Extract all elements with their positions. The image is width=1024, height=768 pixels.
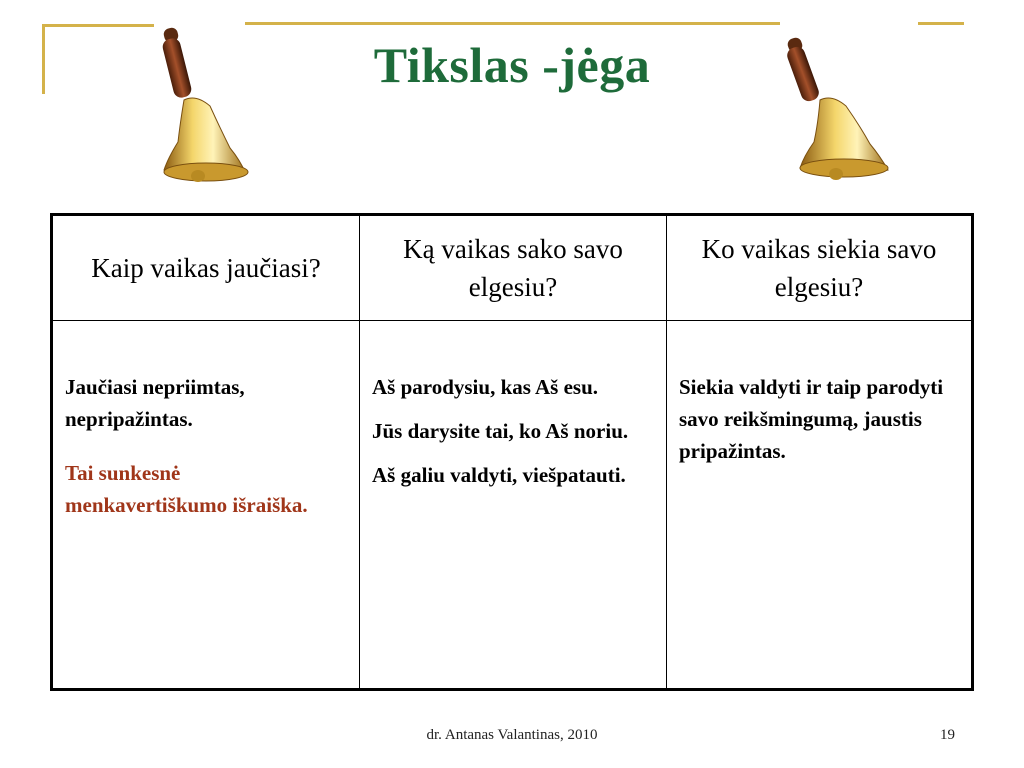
frame-line-top-middle [245, 22, 780, 25]
says-text-3: Aš galiu valdyti, viešpatauti. [372, 463, 626, 487]
table-header-says: Ką vaikas sako savo elgesiu? [360, 216, 667, 321]
frame-line-top-left [42, 24, 154, 27]
footer-author: dr. Antanas Valantinas, 2010 [426, 727, 598, 743]
frame-line-top-right [918, 22, 964, 25]
feeling-text: Jaučiasi nepriimtas, nepripažintas. [65, 375, 245, 431]
table-header-seeks: Ko vaikas siekia savo elgesiu? [667, 216, 971, 321]
slide-title: Tikslas -jėga [373, 37, 651, 93]
table-header-feeling: Kaip vaikas jaučiasi? [53, 216, 360, 321]
table-cell-feeling [53, 321, 360, 688]
table-cell-seeks [667, 321, 971, 688]
seeks-text: Siekia valdyti ir taip parodyti savo reikšmingumą, jaustis pripažintas. [679, 375, 944, 463]
table-cell-says [360, 321, 667, 688]
content-table [50, 213, 974, 691]
says-text-1: Aš parodysiu, kas Aš esu. [372, 375, 599, 399]
says-text-2: Jūs darysite tai, ko Aš noriu. [372, 419, 629, 443]
feeling-note: Tai sunkesnė menkavertiškumo išraiška. [65, 461, 308, 517]
page-number: 19 [940, 727, 955, 743]
